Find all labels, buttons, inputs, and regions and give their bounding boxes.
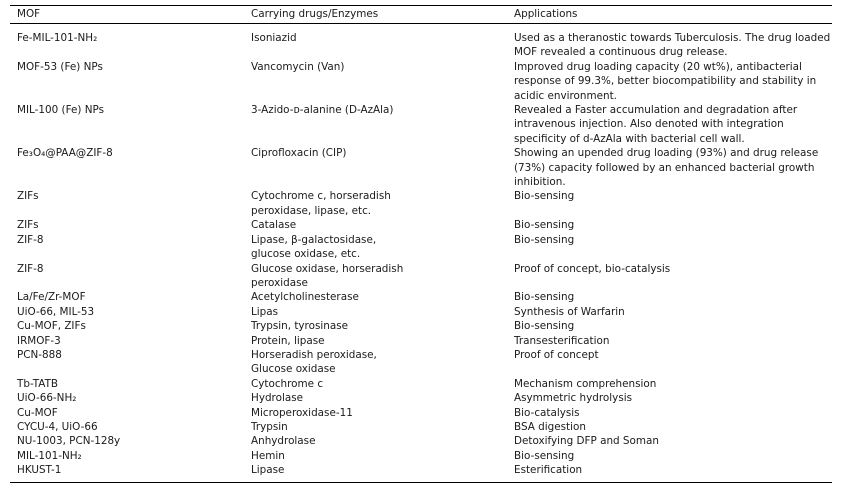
cell-applications: [507, 290, 832, 304]
table-row: [10, 290, 832, 304]
cell-carrying-drugs: [244, 449, 507, 463]
drug-line: Trypsin, tyrosinase: [251, 320, 349, 333]
drug-line: Ciprofloxacin (CIP): [251, 147, 347, 160]
cell-carrying-drugs: [244, 146, 507, 160]
cell-mof: ZIFs: [17, 190, 39, 203]
table-row: [10, 449, 832, 463]
drug-line: Glucose oxidase: [251, 363, 336, 376]
table-row: [10, 391, 832, 405]
cell-mof: Fe-MIL-101-NH₂: [17, 32, 98, 44]
table-row: [10, 319, 832, 333]
cell-mof: La/Fe/Zr-MOF: [17, 291, 86, 304]
application-line: Synthesis of Warfarin: [514, 305, 625, 318]
header-applications: Applications: [514, 8, 578, 21]
table-row: [10, 218, 832, 232]
table-row: [10, 60, 832, 103]
cell-applications: [507, 334, 832, 348]
drug-line: Lipase, β-galactosidase,: [251, 233, 377, 246]
drug-line: Microperoxidase-11: [251, 406, 353, 419]
cell-applications: [507, 103, 832, 146]
cell-mof: PCN-888: [17, 348, 62, 361]
table-row: [10, 146, 832, 189]
cell-applications: [507, 189, 832, 203]
cell-applications: [507, 319, 832, 333]
cell-carrying-drugs: [244, 420, 507, 434]
application-line: MOF revealed a continuous drug release.: [514, 46, 728, 59]
application-line: intravenous injection. Also denoted with integration: [514, 118, 784, 131]
cell-carrying-drugs: [244, 434, 507, 448]
table-row: [10, 334, 832, 348]
cell-mof: ZIFs: [17, 219, 39, 232]
application-line: Revealed a Faster accumulation and degradation after: [514, 104, 798, 117]
cell-carrying-drugs: [244, 377, 507, 391]
cell-mof: Cu-MOF: [17, 406, 58, 419]
cell-applications: [507, 31, 832, 60]
application-line: Bio-sensing: [514, 190, 575, 203]
cell-carrying-drugs: [244, 406, 507, 420]
cell-mof: UiO-66, MIL-53: [17, 305, 95, 318]
cell-applications: [507, 146, 832, 189]
table-row: [10, 377, 832, 391]
application-line: response of 99.3%, better biocompatibility and stability in: [514, 75, 817, 88]
application-line: Bio-catalysis: [514, 406, 580, 419]
cell-mof: MIL-101-NH₂: [17, 449, 82, 462]
table-row: [10, 348, 832, 377]
application-line: Proof of concept, bio-catalysis: [514, 262, 671, 275]
table-row: [10, 463, 832, 477]
application-line: (73%) capacity followed by an enhanced bacterial growth: [514, 161, 815, 174]
table-row: [10, 420, 832, 434]
table-row: [10, 305, 832, 319]
drug-line: Lipase: [251, 464, 285, 477]
cell-carrying-drugs: [244, 463, 507, 477]
cell-carrying-drugs: [244, 31, 507, 45]
header-carrying-drugs: Carrying drugs/Enzymes: [251, 8, 379, 21]
drug-line: Vancomycin (Van): [251, 60, 345, 73]
drug-line: Hemin: [251, 449, 285, 462]
drug-line: Lipas: [251, 305, 279, 318]
cell-mof: CYCU-4, UiO-66: [17, 420, 98, 433]
application-line: Asymmetric hydrolysis: [514, 392, 633, 405]
drug-line: peroxidase: [251, 276, 308, 289]
cell-applications: [507, 420, 832, 434]
cell-mof: Fe₃O₄@PAA@ZIF-8: [17, 147, 113, 160]
drug-line: glucose oxidase, etc.: [251, 248, 361, 261]
cell-applications: [507, 262, 832, 276]
cell-applications: [507, 305, 832, 319]
cell-applications: [507, 218, 832, 232]
cell-applications: [507, 406, 832, 420]
cell-mof: Tb-TATB: [17, 377, 59, 390]
application-line: acidic environment.: [514, 89, 617, 102]
cell-carrying-drugs: [244, 60, 507, 74]
application-line: Mechanism comprehension: [514, 377, 657, 390]
cell-applications: [507, 233, 832, 247]
application-line: Used as a theranostic towards Tuberculosis. The drug loaded: [514, 32, 831, 44]
table-header-row: [10, 6, 832, 23]
cell-carrying-drugs: [244, 348, 507, 377]
cell-applications: [507, 434, 832, 448]
cell-applications: [507, 377, 832, 391]
application-line: Bio-sensing: [514, 320, 575, 333]
drug-line: Protein, lipase: [251, 334, 325, 347]
table-row: [10, 434, 832, 448]
application-line: specificity of d-AzAla with bacterial cell wall.: [514, 132, 745, 145]
bottom-rule: [10, 482, 832, 483]
cell-carrying-drugs: [244, 262, 507, 291]
application-line: Esterification: [514, 464, 583, 477]
drug-line: Trypsin: [251, 420, 288, 433]
table-row: [10, 406, 832, 420]
cell-mof: NU-1003, PCN-128y: [17, 435, 121, 448]
cell-mof: IRMOF-3: [17, 334, 61, 347]
cell-mof: ZIF-8: [17, 262, 44, 275]
table-row: [10, 262, 832, 291]
application-line: Detoxifying DFP and Soman: [514, 435, 659, 448]
cell-mof: MOF-53 (Fe) NPs: [17, 60, 103, 73]
application-line: Transesterification: [514, 334, 610, 347]
cell-applications: [507, 391, 832, 405]
cell-carrying-drugs: [244, 233, 507, 262]
application-line: Bio-sensing: [514, 233, 575, 246]
header-mof: MOF: [17, 8, 41, 21]
cell-carrying-drugs: [244, 334, 507, 348]
drug-line: Cytochrome c, horseradish: [251, 190, 391, 203]
cell-carrying-drugs: [244, 189, 507, 218]
cell-mof: MIL-100 (Fe) NPs: [17, 104, 105, 117]
drug-line: Hydrolase: [251, 392, 304, 405]
cell-carrying-drugs: [244, 218, 507, 232]
drug-line: peroxidase, lipase, etc.: [251, 204, 372, 217]
cell-carrying-drugs: [244, 290, 507, 304]
drug-line: Acetylcholinesterase: [251, 291, 359, 304]
cell-applications: [507, 60, 832, 103]
cell-carrying-drugs: [244, 391, 507, 405]
cell-applications: [507, 463, 832, 477]
mof-applications-table: [10, 5, 832, 483]
cell-mof: Cu-MOF, ZIFs: [17, 320, 86, 333]
application-line: inhibition.: [514, 176, 566, 189]
drug-line: Anhydrolase: [251, 435, 316, 448]
application-line: Bio-sensing: [514, 449, 575, 462]
cell-applications: [507, 348, 832, 362]
drug-line: Horseradish peroxidase,: [251, 348, 377, 361]
drug-line: Cytochrome c: [251, 377, 324, 390]
application-line: Bio-sensing: [514, 219, 575, 232]
application-line: BSA digestion: [514, 420, 586, 433]
application-line: Improved drug loading capacity (20 wt%), antibacterial: [514, 60, 802, 73]
cell-mof: HKUST-1: [17, 464, 62, 477]
drug-line: Glucose oxidase, horseradish: [251, 262, 404, 275]
cell-mof: UiO-66-NH₂: [17, 392, 77, 405]
drug-line: 3-Azido-ᴅ-alanine (D-AzAla): [251, 104, 394, 117]
application-line: Proof of concept: [514, 348, 599, 361]
table-row: [10, 103, 832, 146]
application-line: Showing an upended drug loading (93%) and drug release: [514, 147, 819, 160]
cell-carrying-drugs: [244, 305, 507, 319]
table-row: [10, 233, 832, 262]
drug-line: Catalase: [251, 219, 297, 232]
application-line: Bio-sensing: [514, 291, 575, 304]
table-body: [10, 24, 832, 482]
cell-carrying-drugs: [244, 319, 507, 333]
table-row: [10, 31, 832, 60]
cell-mof: ZIF-8: [17, 233, 44, 246]
cell-carrying-drugs: [244, 103, 507, 117]
cell-applications: [507, 449, 832, 463]
drug-line: Isoniazid: [251, 32, 297, 44]
table-row: [10, 189, 832, 218]
